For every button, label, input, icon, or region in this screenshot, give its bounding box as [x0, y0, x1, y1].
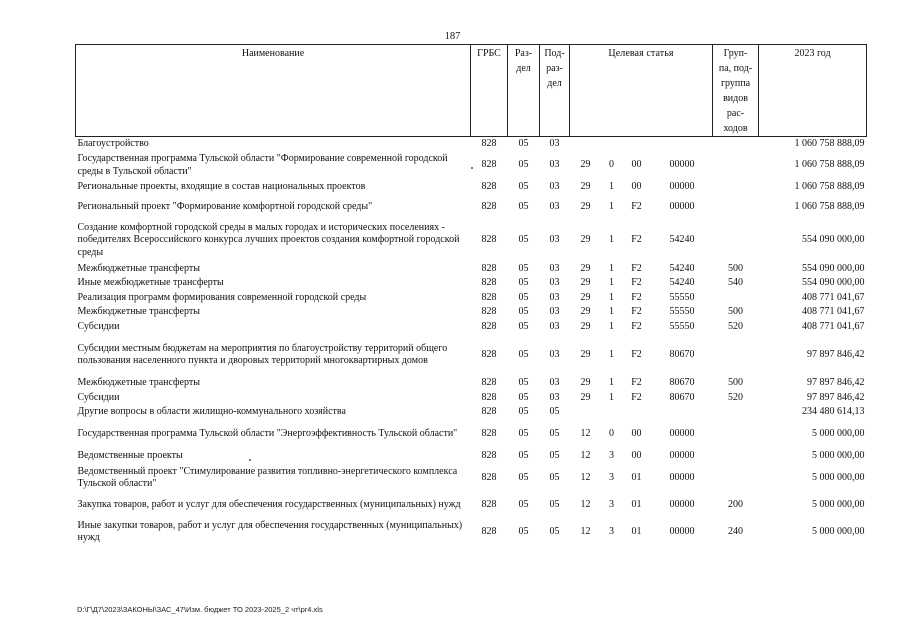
row-expense-group [713, 180, 759, 196]
row-name: Субсидии местным бюджетам на мероприятия по благоустройству территорий общего пользования населенного пункта и дворовых территорий многоквартирных домов [77, 342, 448, 366]
header-name: Наименование [76, 45, 471, 137]
row-amount: 97 897 846,42 [807, 377, 865, 388]
table-row [76, 492, 867, 518]
row-name: Межбюджетные трансферты [77, 306, 200, 317]
table-row [76, 220, 867, 262]
row-grbs: 828 [481, 262, 497, 274]
row-target-event: F2 [631, 262, 642, 274]
row-target-event: 00 [631, 427, 642, 439]
row-podrazdel: 03 [549, 377, 560, 388]
row-target-program: 12 [580, 449, 591, 461]
row-amount: 1 060 758 888,09 [794, 138, 865, 149]
row-target-subprogram: 0 [609, 427, 614, 439]
row-target-subprogram: 1 [609, 320, 614, 332]
row-amount: 408 771 041,67 [802, 306, 865, 317]
row-target-subprogram: 3 [609, 498, 614, 510]
row-podrazdel: 03 [549, 391, 560, 403]
row-podrazdel: 05 [549, 449, 560, 461]
row-target-event: F2 [631, 391, 642, 403]
row-target-subprogram: 3 [609, 449, 614, 461]
row-razdel: 05 [518, 262, 529, 274]
row-razdel: 05 [518, 525, 529, 537]
row-name: Ведомственные проекты [77, 449, 183, 461]
row-podrazdel: 05 [549, 525, 560, 537]
row-podrazdel: 05 [549, 427, 560, 439]
row-target-direction: 00000 [669, 159, 695, 171]
row-target-event: F2 [631, 291, 642, 303]
row-target-program: 29 [580, 159, 591, 171]
row-target-program: 12 [580, 525, 591, 537]
row-target-event [622, 137, 652, 152]
row-grbs: 828 [481, 291, 497, 303]
row-target-program: 29 [580, 291, 591, 303]
row-target-event: 01 [631, 498, 642, 510]
row-razdel: 05 [518, 138, 529, 149]
row-razdel: 05 [518, 159, 529, 171]
row-target-event: 00 [631, 181, 642, 193]
row-name: Региональные проекты, входящие в состав национальных проектов [77, 181, 366, 193]
table-row [76, 137, 867, 152]
row-expense-group [713, 196, 759, 220]
row-podrazdel: 03 [549, 234, 560, 246]
row-amount: 408 771 041,67 [802, 320, 865, 332]
row-target-direction: 54240 [669, 277, 695, 288]
row-grbs: 828 [481, 391, 497, 403]
row-name: Иные межбюджетные трансферты [77, 277, 224, 288]
row-target-event: 01 [631, 471, 642, 483]
budget-table [75, 44, 867, 546]
row-razdel: 05 [518, 277, 529, 288]
row-target-program: 29 [580, 262, 591, 274]
table-row [76, 262, 867, 277]
row-target-direction [652, 137, 713, 152]
row-podrazdel: 03 [549, 348, 560, 360]
table-header-row [76, 45, 867, 137]
row-target-direction: 80670 [669, 348, 695, 360]
row-target-program [570, 137, 602, 152]
row-target-subprogram: 1 [609, 201, 614, 213]
row-target-event: F2 [631, 277, 642, 288]
row-amount: 5 000 000,00 [812, 498, 865, 510]
row-expense-group [713, 137, 759, 152]
row-target-direction: 54240 [669, 262, 695, 274]
row-grbs: 828 [481, 181, 497, 193]
row-target-subprogram: 3 [609, 525, 614, 537]
footer-file-path: D:\Г\Д7\2023\ЗАКОНЫ\ЗАС_47\Изм. бюджет ТО 2023-2025_2 чт\pr4.xls [77, 605, 323, 614]
row-target-direction: 00000 [669, 525, 695, 537]
row-amount: 97 897 846,42 [807, 348, 865, 360]
table-row [76, 518, 867, 546]
table-row [76, 464, 867, 492]
row-podrazdel: 03 [549, 138, 560, 149]
row-expense-group: 500 [728, 377, 744, 388]
row-amount: 1 060 758 888,09 [794, 201, 865, 213]
row-name: Реализация программ формирования современной городской среды [77, 291, 367, 303]
row-expense-group [713, 152, 759, 180]
row-target-event: F2 [631, 377, 642, 388]
table-row [76, 334, 867, 376]
row-amount: 554 090 000,00 [802, 234, 865, 246]
row-podrazdel: 03 [549, 201, 560, 213]
row-target-program: 29 [580, 306, 591, 317]
row-target-direction: 00000 [669, 471, 695, 483]
table-row [76, 291, 867, 306]
row-name: Субсидии [77, 320, 120, 332]
row-grbs: 828 [481, 320, 497, 332]
row-expense-group [713, 220, 759, 262]
row-target-subprogram: 0 [609, 159, 614, 171]
row-target-subprogram: 1 [609, 291, 614, 303]
row-expense-group: 500 [728, 262, 744, 274]
table-row [76, 196, 867, 220]
scan-speck [249, 459, 251, 461]
row-razdel: 05 [518, 427, 529, 439]
row-expense-group: 520 [728, 391, 744, 403]
row-target-direction: 80670 [669, 391, 695, 403]
table-row [76, 152, 867, 180]
row-razdel: 05 [518, 498, 529, 510]
row-amount: 97 897 846,42 [807, 391, 865, 403]
row-target-program: 29 [580, 391, 591, 403]
row-podrazdel: 05 [549, 406, 560, 418]
row-target-event: 00 [631, 449, 642, 461]
row-grbs: 828 [481, 471, 497, 483]
row-name: Межбюджетные трансферты [77, 377, 200, 388]
row-grbs: 828 [481, 525, 497, 537]
row-target-event: F2 [631, 201, 642, 213]
row-grbs: 828 [481, 427, 497, 439]
row-razdel: 05 [518, 406, 529, 418]
row-podrazdel: 03 [549, 291, 560, 303]
row-target-program: 29 [580, 234, 591, 246]
row-grbs: 828 [481, 306, 497, 317]
row-amount: 234 480 614,13 [802, 406, 865, 418]
row-razdel: 05 [518, 449, 529, 461]
row-target-program: 29 [580, 377, 591, 388]
row-expense-group: 540 [728, 277, 744, 288]
row-razdel: 05 [518, 348, 529, 360]
row-razdel: 05 [518, 234, 529, 246]
row-amount: 1 060 758 888,09 [794, 159, 865, 171]
table-row [76, 448, 867, 464]
row-target-event: F2 [631, 234, 642, 246]
row-target-program: 29 [580, 320, 591, 332]
row-target-direction: 55550 [669, 291, 695, 303]
row-grbs: 828 [481, 201, 497, 213]
row-target-program: 12 [580, 427, 591, 439]
table-row [76, 180, 867, 196]
table-body [76, 137, 867, 547]
row-razdel: 05 [518, 291, 529, 303]
row-target-subprogram: 1 [609, 391, 614, 403]
row-podrazdel: 05 [549, 498, 560, 510]
row-grbs: 828 [481, 449, 497, 461]
header-year-2023: 2023 год [759, 45, 867, 137]
header-grbs: ГРБС [471, 45, 508, 137]
row-target-subprogram: 3 [609, 471, 614, 483]
row-target-program: 29 [580, 201, 591, 213]
table-row [76, 391, 867, 406]
row-target-program: 12 [580, 498, 591, 510]
row-target-event: 00 [631, 159, 642, 171]
row-podrazdel: 03 [549, 262, 560, 274]
row-name: Другие вопросы в области жилищно-коммунального хозяйства [77, 406, 346, 418]
row-target-subprogram [602, 137, 622, 152]
row-expense-group: 500 [728, 306, 744, 317]
row-target-direction: 55550 [669, 320, 695, 332]
row-expense-group [713, 334, 759, 376]
scan-speck [471, 167, 473, 169]
row-target-direction: 80670 [669, 377, 695, 388]
row-target-direction: 00000 [669, 427, 695, 439]
row-grbs: 828 [481, 159, 497, 171]
row-razdel: 05 [518, 471, 529, 483]
row-target-program: 29 [580, 348, 591, 360]
row-expense-group [713, 291, 759, 306]
row-target-event: F2 [631, 348, 642, 360]
row-podrazdel: 05 [549, 471, 560, 483]
row-razdel: 05 [518, 320, 529, 332]
row-amount: 1 060 758 888,09 [794, 181, 865, 193]
header-expense-group: Груп- па, под- группа видов рас- ходов [713, 45, 759, 137]
row-target-subprogram: 1 [609, 277, 614, 288]
row-grbs: 828 [481, 277, 497, 288]
row-grbs: 828 [481, 348, 497, 360]
row-name: Межбюджетные трансферты [77, 262, 200, 274]
row-podrazdel: 03 [549, 320, 560, 332]
header-target-article: Целевая статья [570, 45, 713, 137]
row-target-event [622, 405, 652, 420]
row-target-direction: 00000 [669, 498, 695, 510]
row-name: Региональный проект "Формирование комфортной городской среды" [77, 201, 373, 213]
row-target-direction: 00000 [669, 449, 695, 461]
row-target-event: F2 [631, 306, 642, 317]
page-number: 187 [444, 31, 461, 42]
table-row [76, 305, 867, 320]
row-name: Иные закупки товаров, работ и услуг для обеспечения государственных (муниципальных) нужд [77, 519, 463, 543]
header-razdel: Раз- дел [508, 45, 540, 137]
row-podrazdel: 03 [549, 277, 560, 288]
row-razdel: 05 [518, 391, 529, 403]
row-grbs: 828 [481, 234, 497, 246]
row-grbs: 828 [481, 406, 497, 418]
row-expense-group: 520 [728, 320, 744, 332]
row-razdel: 05 [518, 306, 529, 317]
row-name: Закупка товаров, работ и услуг для обеспечения государственных (муниципальных) нужд [77, 498, 461, 510]
row-target-direction: 00000 [669, 201, 695, 213]
table-row [76, 405, 867, 420]
row-amount: 554 090 000,00 [802, 262, 865, 274]
row-expense-group [713, 448, 759, 464]
table-row [76, 376, 867, 391]
row-grbs: 828 [481, 498, 497, 510]
table-row [76, 276, 867, 291]
row-target-direction: 00000 [669, 181, 695, 193]
row-name: Субсидии [77, 391, 120, 403]
row-name: Государственная программа Тульской области "Энергоэффективность Тульской области" [77, 427, 458, 439]
row-expense-group: 240 [728, 525, 744, 537]
row-expense-group: 200 [728, 498, 744, 510]
row-podrazdel: 03 [549, 306, 560, 317]
row-amount: 5 000 000,00 [812, 471, 865, 483]
row-target-event: 01 [631, 525, 642, 537]
row-target-program: 29 [580, 181, 591, 193]
row-target-subprogram: 1 [609, 181, 614, 193]
row-razdel: 05 [518, 201, 529, 213]
row-target-subprogram: 1 [609, 306, 614, 317]
row-target-program: 29 [580, 277, 591, 288]
table-row [76, 420, 867, 448]
row-name: Создание комфортной городской среды в малых городах и исторических поселениях - победителях Всероссийского конкурса лучших проектов создания комфортной городской среды [77, 221, 460, 258]
row-name: Государственная программа Тульской области "Формирование современной городской среды в Тульской области" [77, 153, 448, 177]
row-expense-group [713, 420, 759, 448]
row-name: Благоустройство [77, 138, 149, 149]
row-target-program [570, 405, 602, 420]
row-amount: 5 000 000,00 [812, 449, 865, 461]
row-amount: 5 000 000,00 [812, 427, 865, 439]
row-podrazdel: 03 [549, 181, 560, 193]
row-target-subprogram: 1 [609, 262, 614, 274]
row-target-direction: 54240 [669, 234, 695, 246]
row-grbs: 828 [481, 138, 497, 149]
row-expense-group [713, 464, 759, 492]
row-target-subprogram [602, 405, 622, 420]
row-razdel: 05 [518, 377, 529, 388]
row-podrazdel: 03 [549, 159, 560, 171]
header-podrazdel: Под- раз- дел [540, 45, 570, 137]
row-target-subprogram: 1 [609, 348, 614, 360]
row-razdel: 05 [518, 181, 529, 193]
row-target-subprogram: 1 [609, 377, 614, 388]
row-grbs: 828 [481, 377, 497, 388]
row-amount: 554 090 000,00 [802, 277, 865, 288]
row-target-direction [652, 405, 713, 420]
row-target-program: 12 [580, 471, 591, 483]
row-name: Ведомственный проект "Стимулирование развития топливно-энергетического комплекса Тульской области" [77, 465, 458, 489]
row-target-subprogram: 1 [609, 234, 614, 246]
row-target-direction: 55550 [669, 306, 695, 317]
row-target-event: F2 [631, 320, 642, 332]
row-expense-group [713, 405, 759, 420]
table-row [76, 320, 867, 335]
row-amount: 5 000 000,00 [812, 525, 865, 537]
row-amount: 408 771 041,67 [802, 291, 865, 303]
